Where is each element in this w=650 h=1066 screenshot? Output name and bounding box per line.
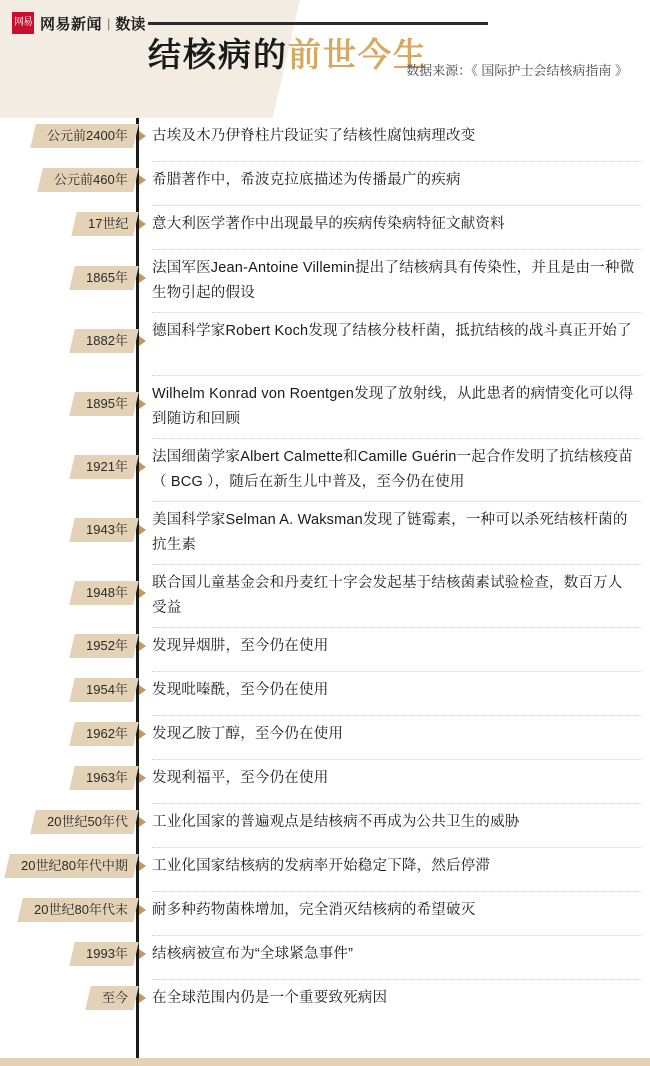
footer-strip (0, 1058, 650, 1066)
brand-logo[interactable] (12, 12, 145, 34)
timeline-event-text: 发现异烟肼，至今仍在使用 (152, 638, 329, 654)
timeline-event (0, 672, 650, 715)
title-rule (148, 22, 488, 25)
timeline-text-cell (136, 804, 650, 835)
timeline-event (0, 565, 650, 627)
timeline-text-cell (136, 376, 650, 432)
brand-column-name: 数读 (115, 15, 146, 33)
brand-separator: | (107, 15, 111, 31)
timeline-text-cell (136, 565, 650, 621)
timeline-date-cell (0, 565, 136, 627)
timeline-date-cell (0, 502, 136, 564)
timeline-date-cell (0, 760, 136, 803)
timeline-event-text: 德国科学家Robert Koch发现了结核分枝杆菌，抵抗结核的战斗真正开始了 (152, 323, 632, 339)
timeline-event-text: 发现乙胺丁醇，至今仍在使用 (152, 726, 344, 742)
timeline-text-cell (136, 502, 650, 558)
timeline-event (0, 628, 650, 671)
timeline-event (0, 804, 650, 847)
timeline-text-cell (136, 716, 650, 747)
timeline-date-label: 1895年 (86, 396, 128, 411)
timeline-date-label: 1948年 (86, 585, 128, 600)
timeline-event (0, 162, 650, 205)
timeline-date-cell (0, 250, 136, 312)
timeline-text-cell (136, 628, 650, 659)
timeline-date-label: 1921年 (86, 459, 128, 474)
timeline-event (0, 936, 650, 979)
timeline-text-cell (136, 672, 650, 703)
timeline-date-label: 1943年 (86, 522, 128, 537)
timeline-date-label: 1952年 (86, 638, 128, 653)
timeline-date-cell (0, 118, 136, 161)
timeline-date-chip (69, 942, 138, 966)
timeline-date-label: 1962年 (86, 726, 128, 741)
page-title-main: 结核病的 (148, 36, 288, 73)
timeline-date-cell (0, 376, 136, 438)
timeline-text-cell (136, 250, 650, 306)
timeline-date-cell (0, 848, 136, 891)
timeline-event-text: 美国科学家Selman A. Waksman发现了链霉素，一种可以杀死结核杆菌的抗生素 (152, 512, 628, 553)
timeline-date-cell (0, 980, 136, 1023)
timeline-date-cell (0, 439, 136, 501)
timeline-event (0, 980, 650, 1023)
timeline-text-cell (136, 118, 650, 149)
timeline-date-chip (69, 518, 138, 542)
timeline-date-label: 1865年 (86, 270, 128, 285)
timeline-text-cell (136, 980, 650, 1011)
timeline-date-chip (69, 634, 138, 658)
data-source-note: 数据来源：《 国际护士会结核病指南 》 (406, 63, 628, 78)
timeline-date-chip (69, 722, 138, 746)
timeline-date-chip (30, 124, 138, 148)
timeline-event (0, 502, 650, 564)
timeline-date-chip (85, 986, 139, 1010)
timeline-event-text: 工业化国家的普遍观点是结核病不再成为公共卫生的威胁 (152, 814, 520, 830)
timeline-date-chip (69, 678, 138, 702)
timeline-date-cell (0, 162, 136, 205)
timeline-date-label: 1993年 (86, 946, 128, 961)
timeline-date-chip (69, 766, 138, 790)
page-title-accent: 前世今生 (288, 36, 428, 73)
timeline-event-text: 发现吡嗪酰，至今仍在使用 (152, 682, 329, 698)
timeline-date-chip (69, 581, 138, 605)
timeline-text-cell (136, 760, 650, 791)
timeline (0, 118, 650, 1066)
timeline-date-chip (4, 854, 138, 878)
timeline-event-text: 发现利福平，至今仍在使用 (152, 770, 329, 786)
timeline-date-chip (69, 455, 138, 479)
timeline-date-label: 17世纪 (87, 216, 128, 231)
timeline-event-text: 联合国儿童基金会和丹麦红十字会发起基于结核菌素试验检查，数百万人受益 (152, 575, 623, 616)
timeline-date-chip (69, 329, 138, 353)
timeline-text-cell (136, 848, 650, 879)
timeline-text-cell (136, 936, 650, 967)
timeline-date-label: 公元前2400年 (47, 128, 128, 143)
timeline-text-cell (136, 892, 650, 923)
timeline-date-label: 20世纪80年代中期 (21, 858, 128, 873)
timeline-date-chip (71, 212, 139, 236)
timeline-date-label: 1954年 (86, 682, 128, 697)
timeline-event (0, 118, 650, 161)
timeline-event-text: 古埃及木乃伊脊柱片段证实了结核性腐蚀病理改变 (152, 128, 476, 144)
timeline-date-chip (38, 168, 139, 192)
timeline-date-chip (69, 392, 138, 416)
timeline-text-cell (136, 439, 650, 495)
timeline-event-text: 在全球范围内仍是一个重要致死病因 (152, 990, 388, 1006)
timeline-date-label: 1882年 (86, 333, 128, 348)
timeline-date-cell (0, 892, 136, 935)
timeline-date-cell (0, 206, 136, 249)
timeline-event-text: 意大利医学著作中出现最早的疾病传染病特征文献资料 (152, 216, 505, 232)
timeline-event (0, 206, 650, 249)
timeline-date-cell (0, 628, 136, 671)
timeline-date-label: 20世纪50年代 (47, 814, 128, 829)
timeline-date-cell (0, 313, 136, 375)
timeline-event (0, 376, 650, 438)
timeline-event-text: 耐多种药物菌株增加，完全消灭结核病的希望破灭 (152, 902, 476, 918)
timeline-date-label: 至今 (101, 990, 128, 1005)
timeline-event-text: 法国细菌学家Albert Calmette和Camille Guérin一起合作发明了抗结核疫苗（ BCG ），随后在新生儿中普及，至今仍在使用 (152, 449, 633, 490)
brand-name: 网易新闻 (40, 15, 103, 33)
timeline-event (0, 760, 650, 803)
timeline-event-text: Wilhelm Konrad von Roentgen发现了放射线，从此患者的病情变化可以得到随访和回顾 (152, 386, 634, 427)
timeline-event-text: 法国军医Jean-Antoine Villemin提出了结核病具有传染性，并且是由一种微生物引起的假设 (152, 260, 635, 301)
timeline-date-label: 20世纪80年代末 (34, 902, 128, 917)
timeline-date-cell (0, 716, 136, 759)
timeline-date-cell (0, 804, 136, 847)
timeline-text-cell (136, 313, 650, 344)
timeline-date-label: 公元前460年 (54, 172, 128, 187)
timeline-event (0, 892, 650, 935)
timeline-event (0, 716, 650, 759)
timeline-event (0, 848, 650, 891)
timeline-date-chip (30, 810, 138, 834)
timeline-date-chip (69, 266, 138, 290)
timeline-event-text: 结核病被宣布为“全球紧急事件” (152, 946, 354, 962)
timeline-text-cell (136, 162, 650, 193)
timeline-date-label: 1963年 (86, 770, 128, 785)
timeline-event (0, 313, 650, 375)
netease-logo-icon: 网易 (12, 12, 34, 34)
timeline-date-cell (0, 936, 136, 979)
timeline-event-text: 希腊著作中，希波克拉底描述为传播最广的疾病 (152, 172, 461, 188)
timeline-event-text: 工业化国家结核病的发病率开始稳定下降，然后停滞 (152, 858, 491, 874)
timeline-text-cell (136, 206, 650, 237)
timeline-rows (0, 118, 650, 1023)
timeline-date-chip (17, 898, 138, 922)
timeline-date-cell (0, 672, 136, 715)
timeline-event (0, 250, 650, 312)
timeline-event (0, 439, 650, 501)
